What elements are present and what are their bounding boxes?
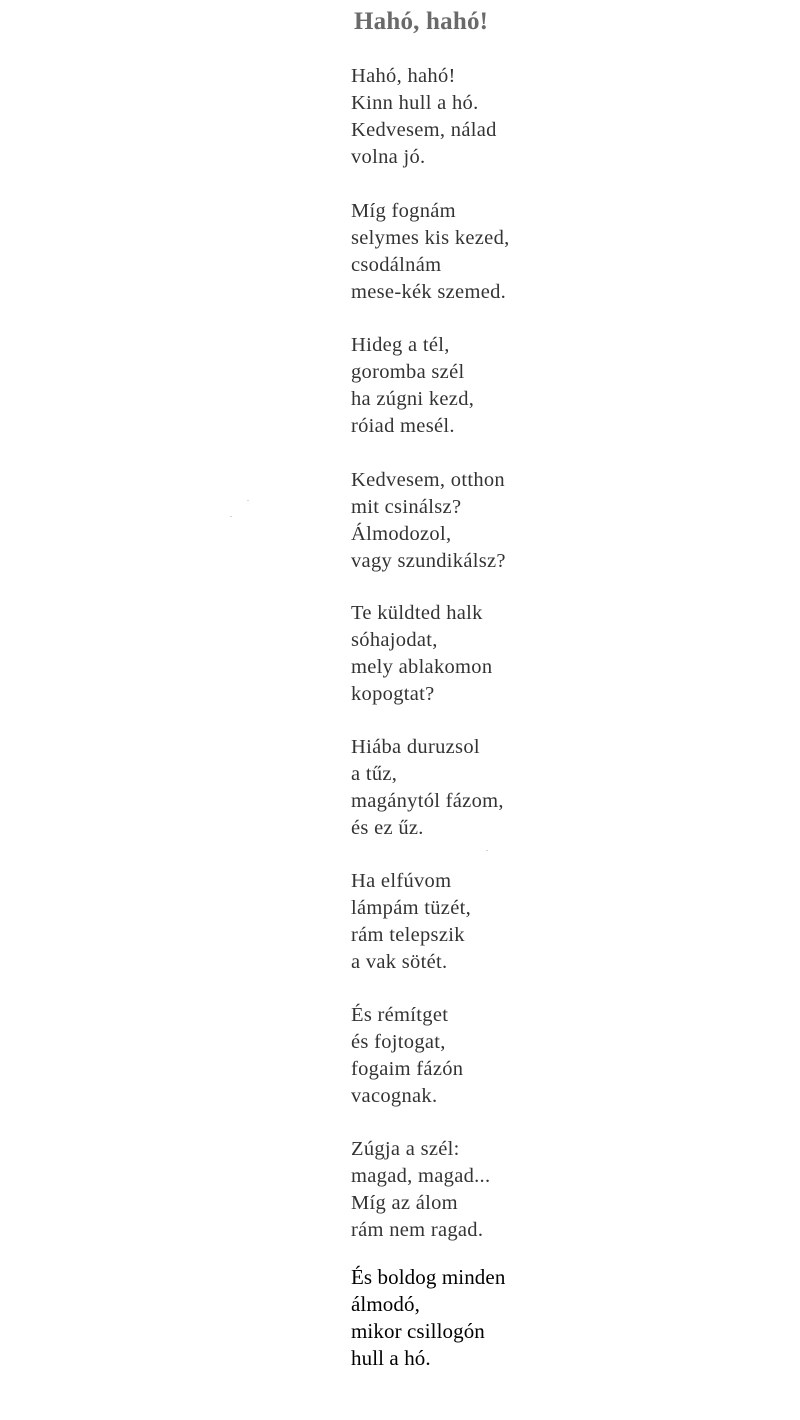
stanza-3 [351, 332, 474, 440]
poem-line: mese-kék szemed. [351, 281, 507, 303]
poem-line: Míg fognám [351, 200, 456, 222]
poem-line: Kinn hull a hó. [351, 92, 479, 114]
poem-line: magánytól fázom, [351, 790, 504, 812]
poem-line: álmodó, [351, 1292, 420, 1316]
stanza-9 [351, 1136, 490, 1244]
poem-line: Ha elfúvom [351, 870, 452, 892]
poem-line: csodálnám [351, 254, 442, 276]
stanza-1 [351, 63, 497, 171]
poem-line: kopogtat? [351, 683, 435, 705]
poem-line: róiad mesél. [351, 415, 455, 437]
poem-line: és fojtogat, [351, 1031, 446, 1053]
stanza-8 [351, 1002, 463, 1110]
poem-line: vagy szundikálsz? [351, 550, 506, 572]
poem-line: Míg az álom [351, 1192, 458, 1214]
poem-line: goromba szél [351, 361, 465, 383]
scan-speck [486, 850, 488, 851]
poem-line: ha zúgni kezd, [351, 388, 475, 410]
stanza-4 [351, 467, 506, 575]
poem-line: hull a hó. [351, 1346, 431, 1370]
poem-line: és ez űz. [351, 817, 424, 839]
poem-line: Kedvesem, otthon [351, 469, 505, 491]
poem-line: Kedvesem, nálad [351, 119, 497, 141]
poem-line: Hahó, hahó! [351, 65, 456, 87]
poem-line: És boldog minden [351, 1265, 506, 1289]
poem-line: mely ablakomon [351, 656, 493, 678]
poem-line: lámpám tüzét, [351, 897, 472, 919]
scan-speck [230, 516, 232, 517]
stanza-7 [351, 868, 471, 976]
scan-speck [247, 500, 249, 501]
poem-line: a vak sötét. [351, 951, 448, 973]
poem-line: Hiába duruzsol [351, 736, 480, 758]
poem-line: selymes kis kezed, [351, 227, 510, 249]
poem-line: mit csinálsz? [351, 496, 462, 518]
stanza-5 [351, 600, 492, 708]
poem-line: rám nem ragad. [351, 1219, 484, 1241]
poem-line: a tűz, [351, 763, 398, 785]
poem-line: mikor csillogón [351, 1319, 485, 1343]
poem-title: Hahó, hahó! [354, 8, 489, 35]
poem-line: sóhajodat, [351, 629, 438, 651]
poem-line: magad, magad... [351, 1165, 491, 1187]
poem-line: fogaim fázón [351, 1058, 464, 1080]
poem-line: rám telepszik [351, 924, 465, 946]
stanza-6 [351, 734, 504, 842]
poem-line: volna jó. [351, 146, 426, 168]
stanza-2 [351, 198, 510, 306]
poem-line: vacognak. [351, 1085, 438, 1107]
poem-line: És rémítget [351, 1004, 449, 1026]
poem-line: Zúgja a szél: [351, 1138, 460, 1160]
poem-line: Hideg a tél, [351, 334, 450, 356]
stanza-10 [351, 1264, 505, 1372]
poem-line: Te küldted halk [351, 602, 483, 624]
poem-line: Álmodozol, [351, 523, 452, 545]
